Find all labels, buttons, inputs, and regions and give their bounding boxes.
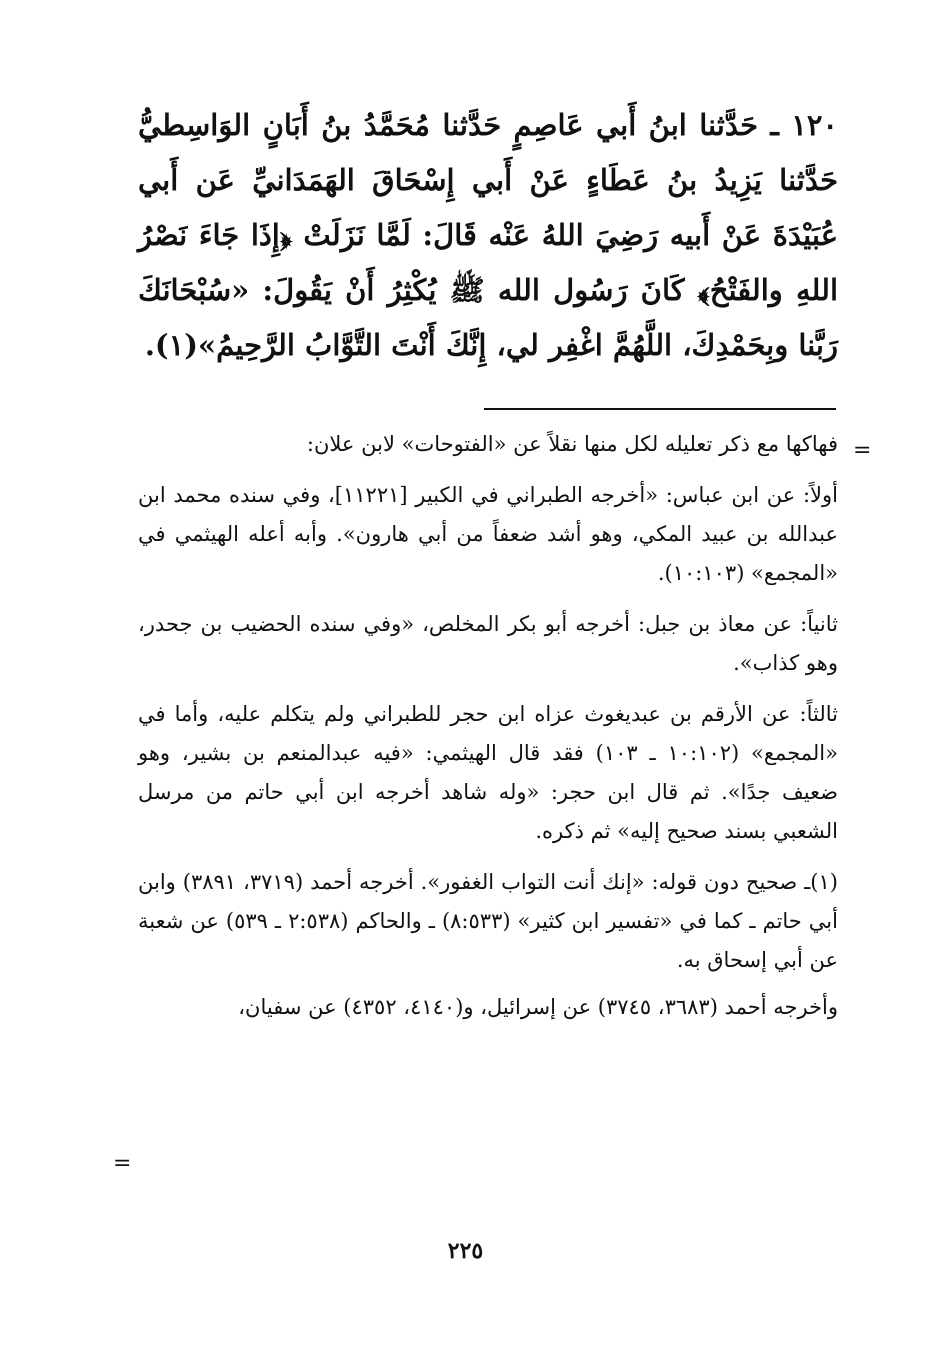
continuation-mark-top: =: [853, 438, 872, 463]
note-first: أولاً: عن ابن عباس: «أخرجه الطبراني في الكبير [١١٢٢١]، وفي سنده محمد ابن عبدالله بن عبيد المكي، وهو أشد ضعفاً من أبي هارون». وأبه أعله الهيثمي في «المجمع» (١٠:١٠٣).: [138, 483, 838, 585]
note-third: ثالثاً: عن الأرقم بن عبديغوث عزاه ابن حجر للطبراني ولم يتكلم عليه، وأما في «المجمع» (١٠:١٠٢ ـ ١٠٣) فقد قال الهيثمي: «فيه عبدالمنعم بن بشير، وهو ضعيف جدًا». ثم قال ابن حجر: «وله شاهد أخرجه ابن أبي حاتم من مرسل الشعبي بسند صحيح إليه» ثم ذكره.: [138, 702, 838, 843]
hadith-120-text: ١٢٠ ـ حَدَّثنا ابنُ أَبي عَاصِمٍ حَدَّثنا مُحَمَّدُ بنُ أَبَانٍ الوَاسِطيُّ حَدَّثنا يَزِيدُ بنُ عَطَاءٍ عَنْ أَبي إِسْحَاقَ الهَمَدَانيِّ عَن أَبي عُبَيْدَةَ عَنْ أَبيه رَضِيَ اللهُ عَنْه قَالَ: لَمَّا نَزَلَتْ ﴿إِذَا جَاءَ نَصْرُ اللهِ والفَتْحُ﴾ كَانَ رَسُول الله ﷺ يُكْثِرُ أَنْ يَقُولَ: «سُبْحَانَكَ رَبَّنا وبِحَمْدِكَ، اللَّهُمَّ اغْفِر لي، إِنَّكَ أَنْتَ التَّوَّابُ الرَّحِيمُ»(١).: [138, 108, 838, 362]
footnotes-section: [138, 425, 838, 1039]
footnote-divider: [484, 408, 836, 410]
note-continuation-intro: فهاكها مع ذكر تعليله لكل منها نقلاً عن «الفتوحات» لابن علان:: [306, 432, 838, 456]
hadith-body: [138, 98, 838, 373]
footnote-1-continuation: وأخرجه أحمد (٣٦٨٣، ٣٧٤٥) عن إسرائيل، و(٤١٤٠، ٤٣٥٢) عن سفيان،: [238, 995, 838, 1019]
note-second: ثانياً: عن معاذ بن جبل: أخرجه أبو بكر المخلص، «وفي سنده الحضيب بن جحدر، وهو كذاب».: [138, 612, 838, 675]
footnote-1: (١)ـ صحيح دون قوله: «إنك أنت التواب الغفور». أخرجه أحمد (٣٧١٩، ٣٨٩١) وابن أبي حاتم ـ كما في «تفسير ابن كثير» (٨:٥٣٣) ـ والحاكم (٢:٥٣٨ ـ ٥٣٩) عن شعبة عن أبي إسحاق به.: [138, 870, 838, 972]
continuation-mark-bottom: =: [113, 1151, 132, 1176]
page-number: ٢٢٥: [447, 1238, 484, 1264]
